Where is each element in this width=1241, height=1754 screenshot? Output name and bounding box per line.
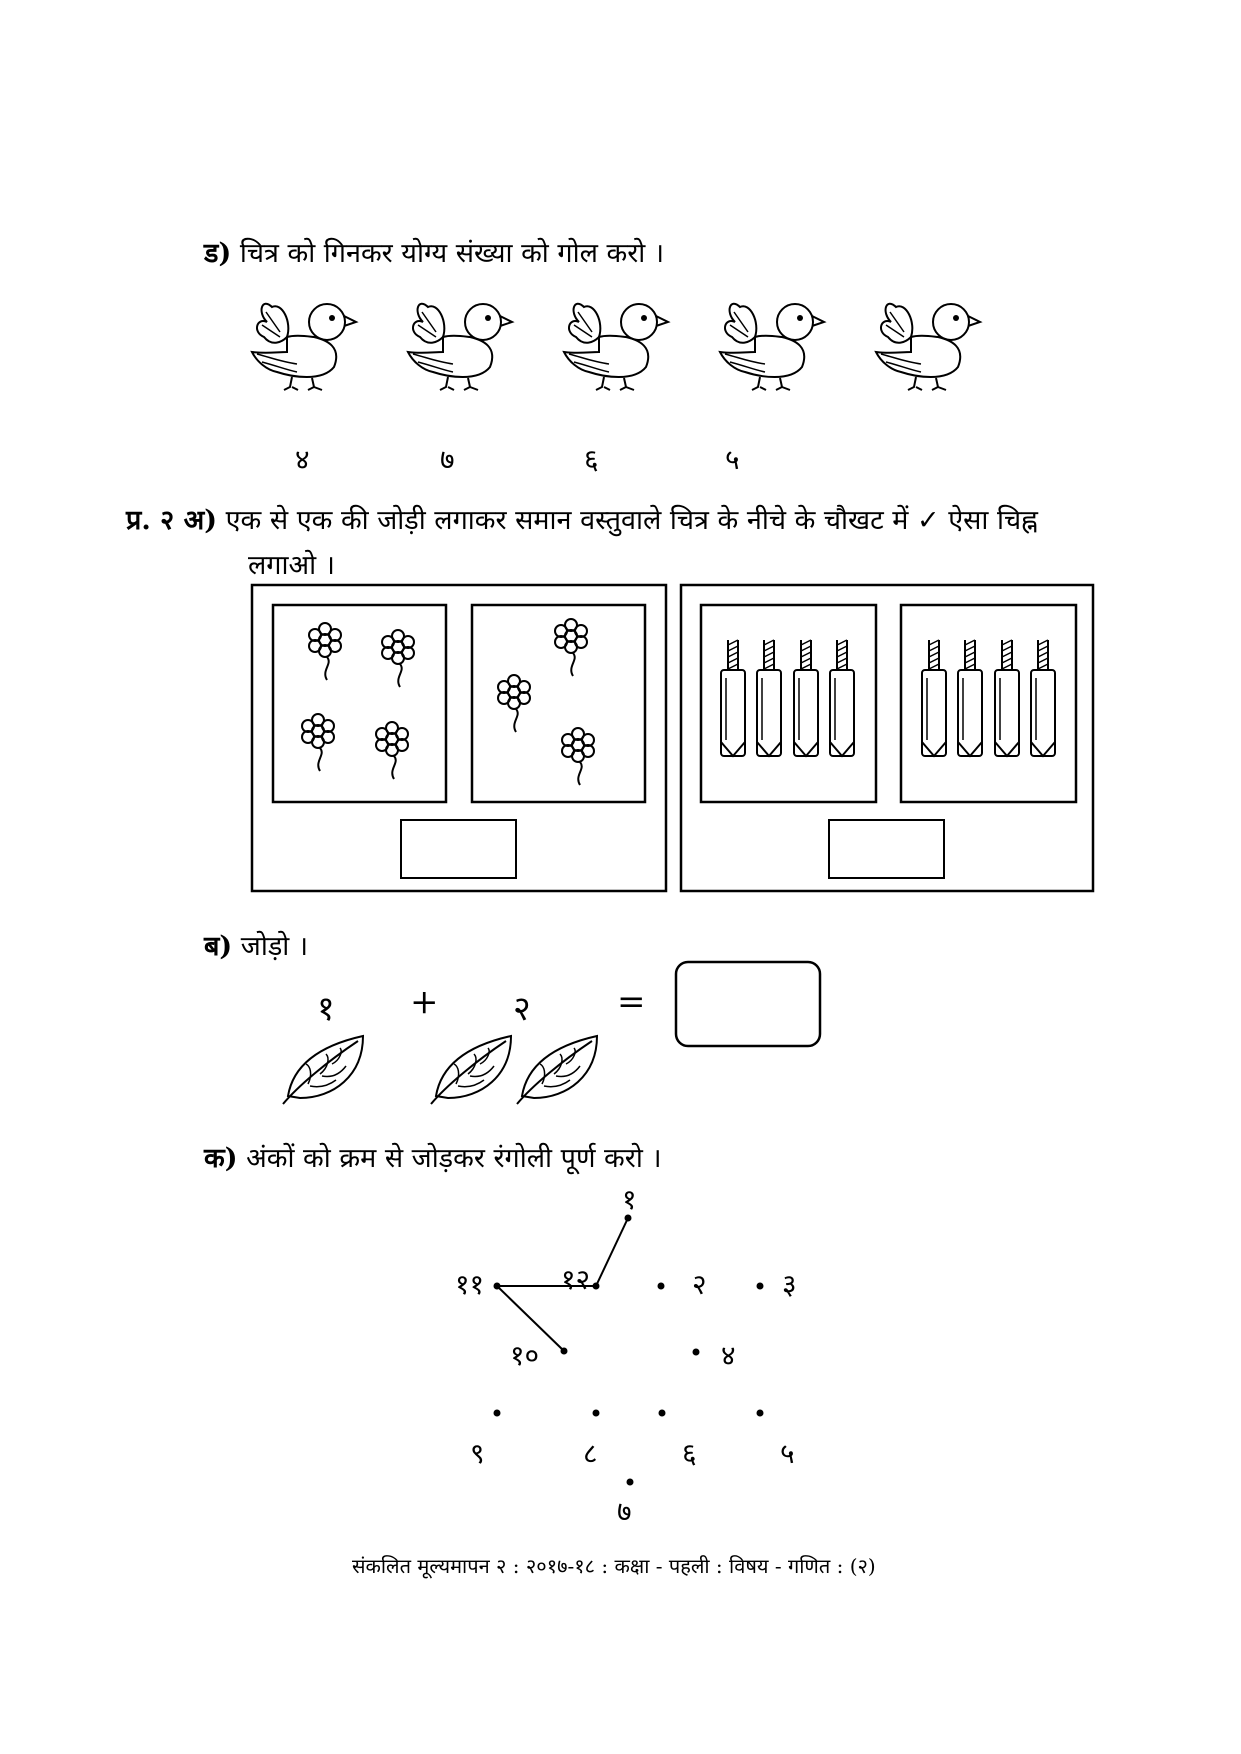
addend-1: १ bbox=[317, 989, 335, 1029]
bird-icon bbox=[564, 304, 668, 390]
flower-icon bbox=[555, 619, 587, 676]
question-2a-text-line2: लगाओ । bbox=[248, 550, 335, 581]
rangoli-number-4: ४ bbox=[721, 1339, 736, 1372]
leaf-icon bbox=[517, 1036, 597, 1104]
page-footer: संकलित मूल्यमापन २ : २०१७-१८ : कक्षा - पहली : विषय - गणित : (२) bbox=[352, 1554, 876, 1578]
bird-icon bbox=[876, 304, 980, 390]
bat-icon bbox=[958, 640, 982, 756]
sum-answer-box[interactable] bbox=[676, 962, 820, 1046]
question-d-text: चित्र को गिनकर योग्य संख्या को गोल करो । bbox=[239, 238, 665, 269]
option-4[interactable]: ४ bbox=[295, 443, 310, 476]
question-b-text: जोड़ो । bbox=[240, 931, 309, 962]
option-7[interactable]: ७ bbox=[440, 443, 455, 476]
bat-icon bbox=[922, 640, 946, 756]
question-k-text: अंकों को क्रम से जोड़कर रंगोली पूर्ण करो । bbox=[246, 1143, 662, 1174]
rangoli-number-8: ८ bbox=[583, 1437, 598, 1470]
bat-icon bbox=[757, 640, 781, 756]
flowers-answer-box[interactable] bbox=[401, 820, 516, 878]
rangoli-number-3: ३ bbox=[782, 1268, 797, 1301]
bird-icon bbox=[720, 304, 824, 390]
flower-icon bbox=[302, 714, 334, 771]
rangoli-number-1: १ bbox=[622, 1183, 637, 1216]
flower-icon bbox=[376, 722, 408, 779]
bat-icon bbox=[1031, 640, 1055, 756]
flower-icon bbox=[309, 623, 341, 680]
rangoli-number-5: ५ bbox=[780, 1437, 795, 1470]
question-2a-label: प्र. २ अ) bbox=[126, 505, 218, 536]
bat-icon bbox=[830, 640, 854, 756]
bats-answer-box[interactable] bbox=[829, 820, 944, 878]
rangoli-number-10: १० bbox=[510, 1339, 540, 1372]
bat-icon bbox=[721, 640, 745, 756]
flowers-box-left bbox=[273, 605, 446, 802]
bat-icon bbox=[794, 640, 818, 756]
question-b bbox=[204, 926, 308, 963]
bird-icon bbox=[408, 304, 512, 390]
option-5[interactable]: ५ bbox=[725, 443, 740, 476]
rangoli-number-2: २ bbox=[692, 1268, 707, 1301]
rangoli-number-11: ११ bbox=[455, 1268, 485, 1301]
rangoli-number-12: १२ bbox=[561, 1263, 591, 1296]
flower-icon bbox=[562, 728, 594, 785]
equals-sign: = bbox=[617, 982, 646, 1022]
rangoli-number-6: ६ bbox=[682, 1437, 697, 1470]
question-k bbox=[204, 1138, 662, 1175]
rangoli-number-9: ९ bbox=[470, 1437, 485, 1470]
option-6[interactable]: ६ bbox=[584, 443, 599, 476]
flower-icon bbox=[498, 675, 530, 732]
bird-icon bbox=[252, 304, 356, 390]
question-b-label: ब) bbox=[204, 931, 233, 962]
question-d-label: ड) bbox=[204, 238, 232, 269]
leaf-icon bbox=[283, 1036, 363, 1104]
plus-sign: + bbox=[410, 982, 439, 1022]
flower-icon bbox=[382, 630, 414, 687]
bat-icon bbox=[995, 640, 1019, 756]
question-k-label: क) bbox=[204, 1143, 238, 1174]
question-2a bbox=[126, 500, 1038, 537]
leaf-icon bbox=[431, 1036, 511, 1104]
question-2a-text-line1: एक से एक की जोड़ी लगाकर समान वस्तुवाले चित्र के नीचे के चौखट में ✓ ऐसा चिह्न bbox=[225, 505, 1038, 536]
rangoli-number-7: ७ bbox=[617, 1495, 632, 1528]
flowers-box-right bbox=[472, 605, 645, 802]
addend-2: २ bbox=[513, 989, 531, 1029]
bats-box-left bbox=[701, 605, 876, 802]
